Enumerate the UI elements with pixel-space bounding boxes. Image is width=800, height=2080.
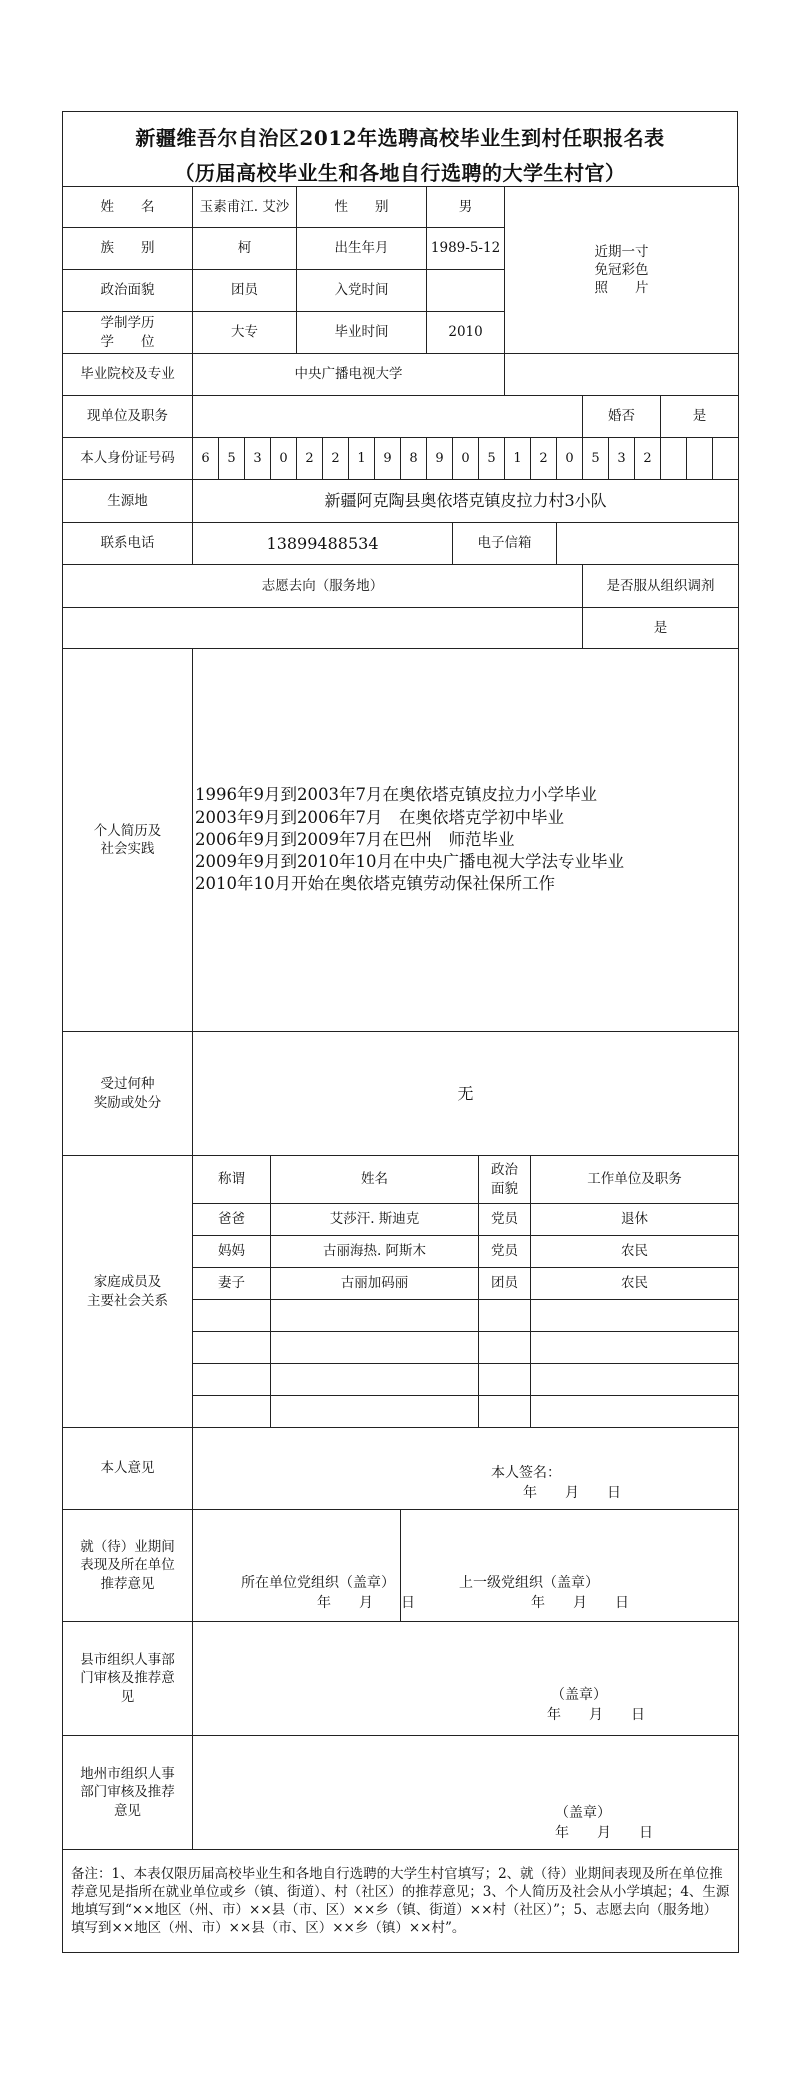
graduation-label: 毕业时间 bbox=[297, 312, 427, 354]
county-area bbox=[193, 1622, 739, 1736]
family-work: 农民 bbox=[531, 1236, 739, 1268]
id-digit: 9 bbox=[427, 438, 453, 480]
id-digit: 5 bbox=[219, 438, 245, 480]
party-time-value bbox=[427, 270, 505, 312]
phone-value: 13899488534 bbox=[193, 523, 453, 565]
family-header-political-2: 面貌 bbox=[491, 1180, 519, 1197]
obey-label: 是否服从组织调剂 bbox=[583, 565, 739, 608]
intent-label: 志愿去向（服务地） bbox=[63, 565, 583, 608]
party-time-label: 入党时间 bbox=[297, 270, 427, 312]
form-note: 备注：1、本表仅限历届高校毕业生和各地自行选聘的大学生村官填写；2、就（待）业期间表现及所在单位推荐意见是指所在就业单位或乡（镇、街道）、村（社区）的推荐意见；3、个人简历及社会从小学填起；4、生源地填写到“××地区（州、市）××县（市、区）××乡（镇、街道）××村（社区）”；5、志愿去向（服务地）填写到××地区（州、市）××县（市、区）××乡（镇）××村”。 bbox=[63, 1850, 739, 1953]
county-date: 年 月 日 bbox=[547, 1707, 645, 1723]
employ-unit-area bbox=[193, 1510, 415, 1622]
employ-label bbox=[63, 1510, 193, 1622]
id-digit: 0 bbox=[271, 438, 297, 480]
family-relation: 爸爸 bbox=[193, 1204, 271, 1236]
family-header-relation: 称谓 bbox=[193, 1156, 271, 1204]
family-name bbox=[271, 1364, 479, 1396]
id-digit: 2 bbox=[531, 438, 557, 480]
family-work bbox=[531, 1364, 739, 1396]
id-row bbox=[63, 438, 739, 480]
gender-label: 性 别 bbox=[297, 187, 427, 228]
family-political: 团员 bbox=[479, 1268, 531, 1300]
family-label-2: 主要社会关系 bbox=[87, 1292, 168, 1309]
opinion-label: 本人意见 bbox=[63, 1428, 193, 1510]
graduation-value: 2010 bbox=[427, 312, 505, 354]
family-work: 退休 bbox=[531, 1204, 739, 1236]
resume-label-2: 社会实践 bbox=[100, 841, 155, 857]
awards-label-2: 奖励或处分 bbox=[93, 1094, 162, 1111]
id-digit: 6 bbox=[193, 438, 219, 480]
family-relation bbox=[193, 1396, 271, 1428]
phone-label: 联系电话 bbox=[63, 523, 193, 565]
id-spare-cell bbox=[713, 438, 739, 480]
prefecture-seal: （盖章） bbox=[555, 1805, 611, 1821]
resume-line: 2006年9月到2009年7月在巴州 师范毕业 bbox=[195, 829, 515, 849]
ethnicity-label: 族 别 bbox=[63, 228, 193, 270]
id-digit: 8 bbox=[401, 438, 427, 480]
title-line2: （历届高校毕业生和各地自行选聘的大学生村官） bbox=[174, 161, 626, 185]
name-value: 玉素甫江. 艾沙 bbox=[193, 187, 297, 228]
upper-party-date: 年 月 日 bbox=[531, 1595, 630, 1611]
political-label: 政治面貌 bbox=[63, 270, 193, 312]
education-label-2: 学 位 bbox=[100, 333, 155, 350]
family-header-work: 工作单位及职务 bbox=[531, 1156, 739, 1204]
form-table bbox=[62, 186, 739, 1953]
family-political: 党员 bbox=[479, 1204, 531, 1236]
photo-text-2: 免冠彩色 bbox=[594, 261, 649, 278]
birth-label: 出生年月 bbox=[297, 228, 427, 270]
family-header-political-1: 政治 bbox=[491, 1162, 519, 1179]
opinion-area bbox=[193, 1428, 739, 1510]
married-value: 是 bbox=[661, 396, 739, 438]
county-seal: （盖章） bbox=[551, 1687, 607, 1703]
county-label-2: 门审核及推荐意 bbox=[80, 1670, 175, 1687]
family-name bbox=[271, 1332, 479, 1364]
family-political bbox=[479, 1364, 531, 1396]
origin-value: 新疆阿克陶县奥依塔克镇皮拉力村3小队 bbox=[193, 480, 739, 523]
resume-line: 2003年9月到2006年7月 在奥依塔克学初中毕业 bbox=[195, 807, 564, 827]
school-label: 毕业院校及专业 bbox=[63, 354, 193, 396]
family-label-1: 家庭成员及 bbox=[93, 1274, 162, 1291]
resume-line: 1996年9月到2003年7月在奥依塔克镇皮拉力小学毕业 bbox=[195, 785, 597, 805]
id-digit: 9 bbox=[375, 438, 401, 480]
family-work bbox=[531, 1396, 739, 1428]
obey-value: 是 bbox=[583, 608, 739, 649]
school-value: 中央广播电视大学 bbox=[193, 354, 505, 396]
family-political bbox=[479, 1300, 531, 1332]
photo-text-3: 照 片 bbox=[594, 280, 649, 297]
resume-content bbox=[193, 649, 739, 1032]
photo-text-1: 近期一寸 bbox=[594, 243, 649, 260]
unit-party-org: 所在单位党组织（盖章） bbox=[241, 1575, 395, 1591]
family-relation: 妈妈 bbox=[193, 1236, 271, 1268]
prefecture-date: 年 月 日 bbox=[555, 1825, 653, 1841]
signature-label: 本人签名： bbox=[491, 1465, 561, 1481]
upper-party-org: 上一级党组织（盖章） bbox=[459, 1575, 600, 1591]
county-label-1: 县市组织人事部 bbox=[80, 1652, 175, 1669]
form-title bbox=[62, 111, 738, 187]
id-spare-cell bbox=[687, 438, 713, 480]
email-value bbox=[557, 523, 739, 565]
id-digit: 3 bbox=[609, 438, 635, 480]
id-spare-cell bbox=[661, 438, 687, 480]
family-political bbox=[479, 1332, 531, 1364]
family-relation: 妻子 bbox=[193, 1268, 271, 1300]
id-digit: 2 bbox=[323, 438, 349, 480]
prefecture-label-2: 部门审核及推荐 bbox=[80, 1784, 175, 1801]
job-value bbox=[193, 396, 583, 438]
resume-line: 2010年10月开始在奥依塔克镇劳动保社保所工作 bbox=[195, 874, 555, 894]
id-digit: 1 bbox=[349, 438, 375, 480]
family-label bbox=[63, 1156, 193, 1428]
photo-box bbox=[505, 187, 739, 354]
employ-label-1: 就（待）业期间 bbox=[80, 1539, 175, 1556]
id-digit: 5 bbox=[479, 438, 505, 480]
id-digit: 2 bbox=[635, 438, 661, 480]
family-name: 古丽加码丽 bbox=[271, 1268, 479, 1300]
id-digit: 1 bbox=[505, 438, 531, 480]
family-name bbox=[271, 1300, 479, 1332]
county-label-3: 见 bbox=[120, 1688, 135, 1705]
education-value: 大专 bbox=[193, 312, 297, 354]
employ-label-2: 表现及所在单位 bbox=[80, 1557, 175, 1574]
job-label: 现单位及职务 bbox=[63, 396, 193, 438]
id-digit: 3 bbox=[245, 438, 271, 480]
employ-label-3: 推荐意见 bbox=[100, 1575, 155, 1592]
married-label: 婚否 bbox=[583, 396, 661, 438]
awards-label-1: 受过何种 bbox=[100, 1076, 155, 1093]
name-label: 姓 名 bbox=[63, 187, 193, 228]
prefecture-label-3: 意见 bbox=[114, 1802, 141, 1819]
birth-value: 1989-5-12 bbox=[427, 228, 505, 270]
family-name: 艾莎汗. 斯迪克 bbox=[271, 1204, 479, 1236]
political-value: 团员 bbox=[193, 270, 297, 312]
family-work bbox=[531, 1300, 739, 1332]
photo-bottom-blank bbox=[505, 354, 739, 396]
registration-form bbox=[62, 111, 738, 1973]
family-relation bbox=[193, 1364, 271, 1396]
prefecture-area bbox=[193, 1736, 739, 1850]
family-work bbox=[531, 1332, 739, 1364]
family-name: 古丽海热. 阿斯木 bbox=[271, 1236, 479, 1268]
id-digit: 0 bbox=[453, 438, 479, 480]
resume-label bbox=[63, 649, 193, 1032]
education-label-1: 学制学历 bbox=[100, 315, 155, 332]
unit-party-date: 年 月 日 bbox=[317, 1595, 415, 1611]
resume-line: 2009年9月到2010年10月在中央广播电视大学法专业毕业 bbox=[195, 852, 624, 872]
family-relation bbox=[193, 1332, 271, 1364]
awards-label bbox=[63, 1032, 193, 1156]
education-label bbox=[63, 312, 193, 354]
email-label: 电子信箱 bbox=[453, 523, 557, 565]
origin-label: 生源地 bbox=[63, 480, 193, 523]
county-label bbox=[63, 1622, 193, 1736]
family-political bbox=[479, 1396, 531, 1428]
family-header-name: 姓名 bbox=[271, 1156, 479, 1204]
id-digit: 2 bbox=[297, 438, 323, 480]
id-label: 本人身份证号码 bbox=[63, 438, 193, 480]
family-name bbox=[271, 1396, 479, 1428]
id-digit: 0 bbox=[557, 438, 583, 480]
title-line1: 新疆维吾尔自治区2012年选聘高校毕业生到村任职报名表 bbox=[135, 126, 665, 150]
employ-upper-area bbox=[401, 1510, 739, 1622]
id-digit: 5 bbox=[583, 438, 609, 480]
resume-label-1: 个人简历及 bbox=[93, 822, 162, 839]
ethnicity-value: 柯 bbox=[193, 228, 297, 270]
gender-value: 男 bbox=[427, 187, 505, 228]
family-work: 农民 bbox=[531, 1268, 739, 1300]
intent-value bbox=[63, 608, 583, 649]
family-header-political bbox=[479, 1156, 531, 1204]
prefecture-label-1: 地州市组织人事 bbox=[80, 1766, 175, 1783]
opinion-date: 年 月 日 bbox=[523, 1485, 621, 1501]
family-relation bbox=[193, 1300, 271, 1332]
family-political: 党员 bbox=[479, 1236, 531, 1268]
awards-value: 无 bbox=[193, 1032, 739, 1156]
prefecture-label bbox=[63, 1736, 193, 1850]
